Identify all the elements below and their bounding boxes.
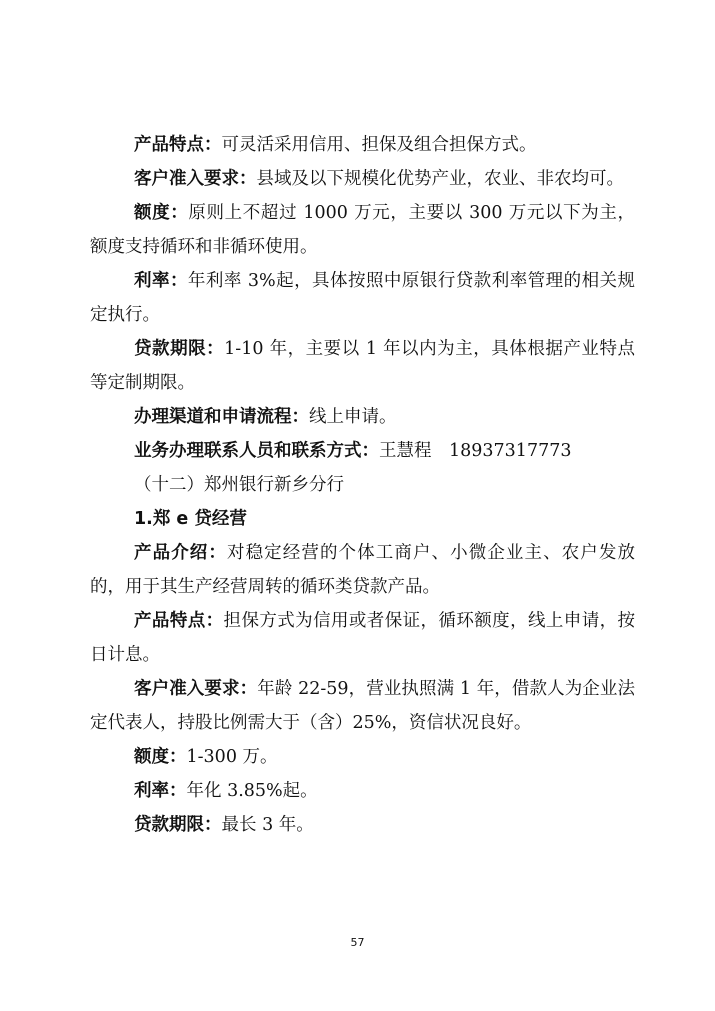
paragraph-label: 业务办理联系人员和联系方式： xyxy=(134,441,379,461)
paragraph-label: 客户准入要求： xyxy=(134,169,257,189)
paragraph-label: 产品特点： xyxy=(134,135,222,155)
section-heading-text: （十二）郑州银行新乡分行 xyxy=(134,475,344,495)
paragraph-loan-term xyxy=(90,332,635,400)
paragraph-text: 县域及以下规模化优势产业，农业、非农均可。 xyxy=(256,169,624,189)
paragraph-label: 产品特点： xyxy=(134,611,224,631)
paragraph-text: 担保方式为信用或者保证，循环额度，线上申请，按日计息。 xyxy=(90,611,636,665)
paragraph-text: 年利率 3%起，具体按照中原银行贷款利率管理的相关规定执行。 xyxy=(90,271,636,325)
subsection-heading-text: 1.郑 e 贷经营 xyxy=(134,509,247,529)
paragraph-text: 王慧程 18937317773 xyxy=(379,441,572,461)
paragraph-text: 最长 3 年。 xyxy=(221,815,314,835)
paragraph-text: 1-10 年，主要以 1 年以内为主，具体根据产业特点等定制期限。 xyxy=(90,339,636,393)
paragraph-product-features xyxy=(90,128,635,162)
paragraph-text: 年龄 22-59，营业执照满 1 年，借款人为企业法定代表人，持股比例需大于（含）25%，资信状况良好。 xyxy=(90,679,636,733)
page-number: 57 xyxy=(350,936,365,949)
paragraph-label: 额度： xyxy=(134,203,189,223)
paragraph-product-intro xyxy=(90,536,635,604)
paragraph-label: 贷款期限： xyxy=(134,339,225,359)
paragraph-limit-2 xyxy=(90,740,635,774)
section-heading xyxy=(90,468,635,502)
paragraph-label: 利率： xyxy=(134,271,188,291)
paragraph-text: 年化 3.85%起。 xyxy=(186,781,318,801)
paragraph-customer-requirements xyxy=(90,162,635,196)
paragraph-label: 产品介绍： xyxy=(134,543,227,563)
paragraph-label: 额度： xyxy=(134,747,187,767)
paragraph-text: 原则上不超过 1000 万元，主要以 300 万元以下为主，额度支持循环和非循环使用。 xyxy=(90,203,635,257)
paragraph-interest-rate xyxy=(90,264,635,332)
paragraph-label: 贷款期限： xyxy=(134,815,222,835)
paragraph-label: 客户准入要求： xyxy=(134,679,258,699)
paragraph-channel xyxy=(90,400,635,434)
paragraph-text: 对稳定经营的个体工商户、小微企业主、农户发放的，用于其生产经营周转的循环类贷款产品。 xyxy=(90,543,636,597)
paragraph-text: 可灵活采用信用、担保及组合担保方式。 xyxy=(221,135,537,155)
paragraph-interest-rate-2 xyxy=(90,774,635,808)
paragraph-loan-term-2 xyxy=(90,808,635,842)
paragraph-text: 线上申请。 xyxy=(309,407,397,427)
subsection-heading xyxy=(90,502,635,536)
paragraph-contact xyxy=(90,434,635,468)
paragraph-text: 1-300 万。 xyxy=(186,747,278,767)
paragraph-label: 利率： xyxy=(134,781,187,801)
paragraph-product-features-2 xyxy=(90,604,635,672)
paragraph-label: 办理渠道和申请流程： xyxy=(134,407,309,427)
paragraph-limit xyxy=(90,196,635,264)
document-body xyxy=(90,128,635,842)
paragraph-customer-requirements-2 xyxy=(90,672,635,740)
